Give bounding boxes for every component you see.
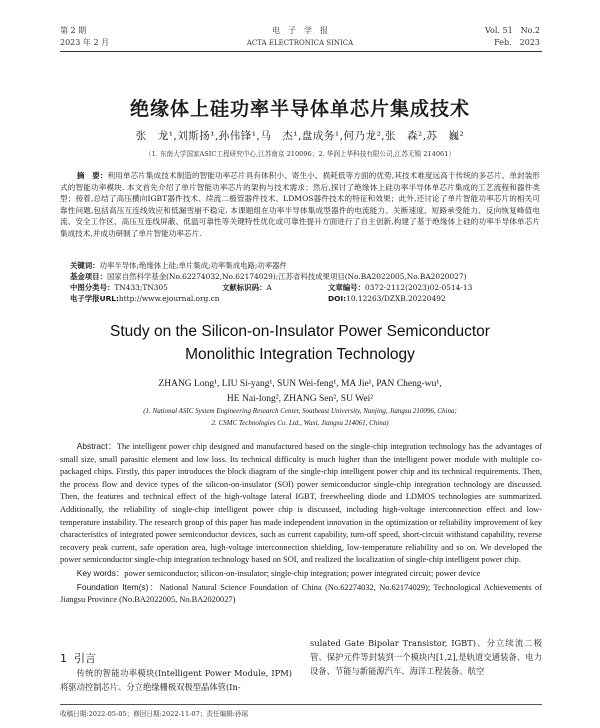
body-right-text: sulated Gate Bipolar Transistor, IGBT)、分立续流二极管、保护元件等封装到一个模块内[1,2],是轨道交通装备、电力设备、节能与新能源汽车、海洋工程装备、航空 [310,638,542,676]
affiliations-cn: （1. 东南大学国家ASIC工程研究中心,江苏南京 210096；2. 华润上华科技有限公司,江苏无锡 214061） [144,150,456,158]
author-list-en [0,377,600,407]
section-title: 引言 [74,652,96,665]
body-column-left [60,666,292,694]
abstract-en [60,440,542,607]
paper-title-en-line2: Monolithic Integration Technology [185,346,415,363]
received-date-note: 收稿日期:2022-05-05；修回日期:2022-11-07；责任编辑:孙瑶 [60,710,249,718]
body-column-right [310,636,542,678]
header-rule [60,51,542,52]
author-list-cn: 张 龙¹,刘斯扬¹,孙伟锋¹,马 杰¹,盘成务¹,何乃龙²,张 森²,苏 巍² [135,130,465,142]
journal-url[interactable] [70,293,220,304]
body-left-text: 传统的智能功率模块(Intelligent Power Module, IPM)将驱动控制芯片、分立绝缘栅极双极型晶体管(In- [60,668,292,692]
doi[interactable] [328,293,446,304]
paper-title-en [0,320,600,366]
document-code [222,282,272,293]
fund-cn [70,271,466,282]
volume-number: Vol. 51 No.2 [485,26,540,35]
footer-rule [60,704,542,705]
affiliations-en [0,405,600,429]
author-list-en-line1: ZHANG Long¹, LIU Si-yang¹, SUN Wei-feng¹, MA Jie¹, PAN Cheng-wu¹, [158,379,442,389]
journal-url-link[interactable]: http://www.ejournal.org.cn [118,294,220,303]
fund-en-label: Foundation Item(s)： [76,581,160,592]
abstract-cn-text: 利用单芯片集成技术制造的智能功率芯片具有体积小、寄生小、损耗低等方面的优势,其技术难度远高于传统的多芯片、单封装形式的智能功率模块. 本文首先介绍了单片智能功率芯片的架构与技术需求；然后,探讨了绝缘体上硅功率半导体单芯片集成的工艺流程和器件类型；接着,总结了高压横向IGBT器件技术、续流二极管器件技术、LDMOS器件技术的特征和效果；此外,还讨论了单片智能功率芯片的相关可靠性问题,包括高压互连线效应和低漏雪崩不稳定. 本课题组在功率半导体集成型器件的电流能力、关断速度、短路承受能力、反向恢复峰值电流、安全工作区、高压互连线屏蔽、低温可靠性等关键特性优化或可靠性提升方面进行了自主创新,构建了基于绝缘体上硅的功率半导体单芯片集成技术,并成功研制了单片智能功率芯片. [60,171,540,238]
article-number-label: 文章编号： [328,283,365,292]
paper-title-en-line1: Study on the Silicon-on-Insulator Power Semiconductor [110,323,490,340]
clc-value: TN433;TN305 [114,283,168,292]
keywords-en-label: Key words： [76,567,125,578]
doi-link[interactable]: 10.12263/DZXB.20220492 [346,294,446,303]
journal-name-cn: 电 子 学 报 [272,26,328,35]
document-code-label: 文献标识码： [222,283,267,292]
doi-label: DOI: [328,294,347,303]
clc-number [70,282,168,293]
document-code-value: A [266,283,272,292]
abstract-cn [60,170,540,240]
fund-cn-text: 国家自然科学基金(No.62274032,No.62174029);江苏省科技成果项目(No.BA2022005,No.BA2020027) [106,272,467,281]
section-number: 1 [60,652,67,665]
paper-title-cn: 绝缘体上硅功率半导体单芯片集成技术 [129,98,470,120]
journal-name-en: ACTA ELECTRONICA SINICA [246,39,354,47]
abstract-en-label: Abstract： [76,441,117,451]
clc-label: 中图分类号： [70,283,115,292]
keywords-cn-label: 关键词： [70,261,100,270]
issue-date-cn: 2023 年 2 月 [60,38,110,47]
affiliations-en-line1: (1. National ASIC System Engineering Research Center, Southeast University, Nanjing, Jiangsu 210096, China; [143,407,457,415]
abstract-en-text: The intelligent power chip designed and manufactured based on the single-chip integration technology has the advantages of small size, small parasitic element and low loss. Its technical difficulty is much higher than the intelligent power module with multiple co-packaged chips. Firstly, this paper introduces the block diagram of the single-chip intelligent power chip and its technical requirements. Then, the process flow and device types of the silicon-on-insulator (SOI) power semiconductor single-chip integration technology are discussed. Then, the features and technical effect of the high-voltage lateral IGBT, freewheeling diode and LDMOS technologies are summarized. Additionally, the reliability of single-chip intelligent power chip is discussed, including high-voltage interconnection effect and low-temperature instability. The research group of this paper has made independent innovation in the optimization or reliability improvement of key characteristics of integrated power semiconductor devices, such as current capability, turn-off speed, short-circuit withstand capability, reverse recovery peak current, safe operation area, high-voltage interconnection shielding, low-temperature reliability and so on. We developed the power semiconductor single-chip integration technology based on SOI, and realized the localization of single-chip intelligent power chip. [60,442,542,565]
fund-cn-label: 基金项目： [70,272,107,281]
issue-date-en: Feb. 2023 [494,38,540,47]
keywords-cn-text: 功率半导体;绝缘体上硅;单片集成;功率集成电路;功率器件 [99,261,287,270]
article-number [328,282,472,293]
fund-en-text: National Natural Science Foundation of China (No.62274032, No.62174029); Technological Achievements of Jiangsu Province (No.BA2022005, No.BA2020027) [60,582,542,605]
affiliations-en-line2: 2. CSMC Technologies Co. Ltd., Wuxi, Jiangsu 214061, China) [211,419,389,427]
issue-number: 第 2 期 [60,26,87,35]
article-number-value: 0372-2112(2023)02-0514-13 [364,283,473,292]
abstract-cn-label: 摘 要： [76,171,108,180]
keywords-cn [70,260,287,271]
journal-url-label: 电子学报URL: [70,294,119,303]
section-heading [60,650,96,666]
author-list-en-line2: HE Nai-long², ZHANG Sen², SU Wei² [226,394,374,404]
keywords-en-text: power semiconductor; silicon-on-insulator; single-chip integration; power integrated circuit; power device [124,568,481,578]
